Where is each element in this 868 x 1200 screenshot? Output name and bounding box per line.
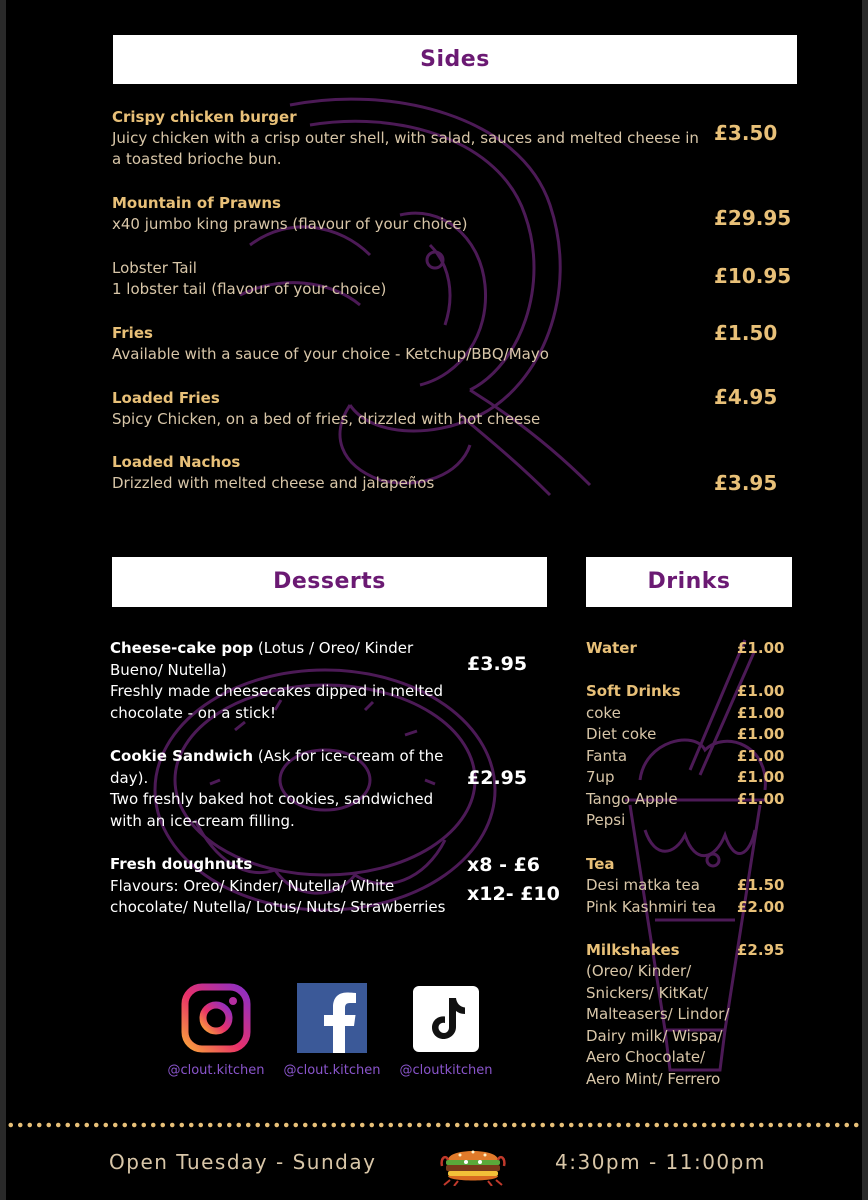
drinks-title: Drinks (647, 569, 731, 594)
drink-category: Milkshakes (586, 941, 680, 959)
price-crispy-chicken-burger: £3.50 (714, 121, 778, 145)
item-name: Loaded Nachos (112, 453, 241, 471)
drink-name: Aero Chocolate/ (586, 1048, 706, 1066)
drink-price: £1.00 (737, 747, 785, 765)
drink-category: Tea (586, 855, 615, 873)
drink-row (586, 746, 786, 768)
side-item-crispy-chicken-burger (112, 107, 712, 170)
drink-row (586, 1026, 786, 1048)
drink-row (586, 897, 786, 919)
drink-row (586, 810, 786, 832)
item-desc: x40 jumbo king prawns (flavour of your choice) (112, 215, 468, 233)
drink-name: Pink Kashmiri tea (586, 898, 717, 916)
dessert-item-cheese-cake-pop (110, 638, 455, 724)
dotted-divider (6, 1121, 862, 1129)
drink-row (586, 681, 786, 703)
drink-row (586, 940, 786, 962)
item-name: Lobster Tail (112, 259, 197, 277)
price-doughnuts-x12: x12- £10 (467, 883, 560, 905)
drink-name: 7up (586, 768, 615, 786)
drink-price: £1.00 (737, 768, 785, 786)
tiktok-icon (412, 983, 480, 1053)
drink-price: £1.00 (737, 725, 785, 743)
item-name: Mountain of Prawns (112, 194, 281, 212)
drink-price: £1.00 (737, 682, 785, 700)
drink-name: (Oreo/ Kinder/ (586, 962, 692, 980)
price-loaded-nachos: £3.95 (714, 471, 778, 495)
side-item-loaded-fries (112, 388, 712, 430)
price-fries: £1.50 (714, 321, 778, 345)
left-border (0, 0, 6, 1200)
item-name: Crispy chicken burger (112, 108, 297, 126)
opening-hours: 4:30pm - 11:00pm (555, 1150, 766, 1174)
drink-price: £2.00 (737, 898, 785, 916)
facebook-link[interactable] (266, 983, 398, 1078)
drink-row (586, 1069, 786, 1091)
drink-price: £1.00 (737, 704, 785, 722)
price-cheese-cake-pop: £3.95 (467, 653, 528, 675)
item-name: Loaded Fries (112, 389, 220, 407)
side-item-lobster-tail (112, 258, 712, 300)
drink-name: Fanta (586, 747, 628, 765)
drink-price: £2.95 (737, 941, 785, 959)
right-border (862, 0, 868, 1200)
side-item-fries (112, 323, 712, 365)
item-desc: Drizzled with melted cheese and jalapeños (112, 474, 435, 492)
price-mountain-of-prawns: £29.95 (714, 206, 792, 230)
drink-name: Pepsi (586, 811, 626, 829)
item-desc: Flavours: Oreo/ Kinder/ Nutella/ White chocolate/ Nutella/ Lotus/ Nuts/ Strawberries (110, 876, 446, 916)
tiktok-link[interactable] (380, 983, 512, 1078)
item-note: (Ask for ice-cream of the day). (110, 747, 444, 787)
drink-name: Malteasers/ Lindor/ (586, 1005, 730, 1023)
instagram-handle: @clout.kitchen (167, 1063, 265, 1078)
drink-category: Soft Drinks (586, 682, 681, 700)
item-desc: Available with a sauce of your choice - Ketchup/BBQ/Mayo (112, 345, 549, 363)
drink-row (586, 638, 786, 660)
dessert-item-cookie-sandwich (110, 746, 455, 832)
drink-price: £1.00 (737, 639, 785, 657)
item-desc: Freshly made cheesecakes dipped in melted chocolate - on a stick! (110, 682, 444, 722)
drink-row (586, 1004, 786, 1026)
facebook-handle: @clout.kitchen (283, 1063, 381, 1078)
drink-name: Dairy milk/ Wispa/ (586, 1027, 723, 1045)
item-desc: Two freshly baked hot cookies, sandwiched with an ice-cream filling. (110, 790, 434, 830)
facebook-icon (297, 983, 367, 1053)
price-cookie-sandwich: £2.95 (467, 767, 528, 789)
item-name: Fresh doughnuts (110, 855, 253, 873)
drink-row (586, 789, 786, 811)
item-note: (Lotus / Oreo/ Kinder Bueno/ Nutella) (110, 639, 414, 679)
desserts-header (112, 557, 547, 607)
price-loaded-fries: £4.95 (714, 385, 778, 409)
drink-row (586, 961, 786, 983)
side-item-loaded-nachos (112, 452, 712, 494)
drink-name: Desi matka tea (586, 876, 700, 894)
drink-price: £1.50 (737, 876, 785, 894)
item-name: Fries (112, 324, 153, 342)
drink-name: Aero Mint/ Ferrero (586, 1070, 721, 1088)
drinks-header (586, 557, 792, 607)
drink-row (586, 703, 786, 725)
side-item-mountain-of-prawns (112, 193, 712, 235)
dessert-heading (110, 854, 455, 876)
drink-row (586, 875, 786, 897)
burger-logo-icon (440, 1140, 506, 1186)
price-doughnuts-x8: x8 - £6 (467, 854, 541, 876)
item-desc: 1 lobster tail (flavour of your choice) (112, 280, 387, 298)
drink-row (586, 983, 786, 1005)
sides-header (113, 35, 797, 84)
drink-row (586, 1047, 786, 1069)
dessert-heading (110, 638, 455, 681)
instagram-link[interactable] (150, 983, 282, 1078)
drink-name: Snickers/ KitKat/ (586, 984, 709, 1002)
item-name: Cheese-cake pop (110, 639, 254, 657)
drink-row (586, 724, 786, 746)
opening-days: Open Tuesday - Sunday (109, 1150, 377, 1174)
drink-category: Water (586, 639, 637, 657)
drink-row (586, 767, 786, 789)
item-desc: Juicy chicken with a crisp outer shell, with salad, sauces and melted cheese in a toasted brioche bun. (112, 129, 699, 168)
tiktok-handle: @cloutkitchen (399, 1063, 493, 1078)
dessert-heading (110, 746, 455, 789)
drink-name: Diet coke (586, 725, 657, 743)
sides-title: Sides (420, 47, 490, 72)
drink-row (586, 854, 786, 876)
dessert-item-fresh-doughnuts (110, 854, 455, 919)
drink-name: Tango Apple (586, 790, 678, 808)
instagram-icon (181, 983, 251, 1053)
drink-name: coke (586, 704, 621, 722)
price-lobster-tail: £10.95 (714, 264, 792, 288)
desserts-title: Desserts (273, 569, 386, 594)
item-name: Cookie Sandwich (110, 747, 254, 765)
drink-price: £1.00 (737, 790, 785, 808)
item-desc: Spicy Chicken, on a bed of fries, drizzled with hot cheese (112, 410, 541, 428)
